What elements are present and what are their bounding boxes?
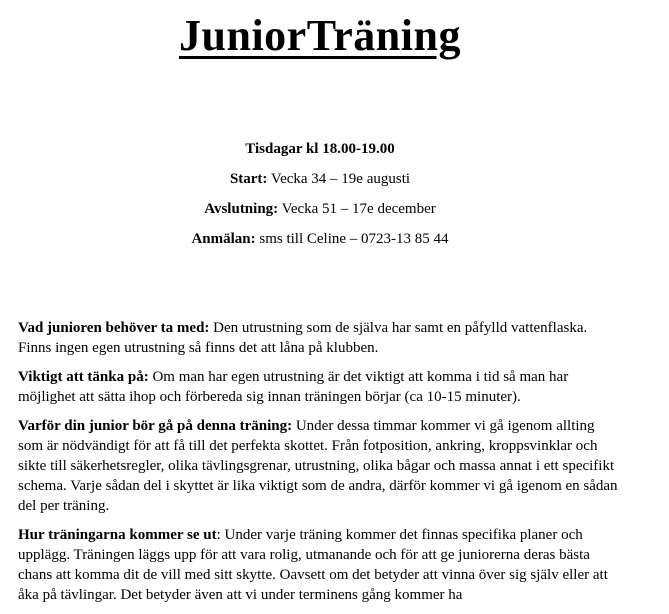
paragraph-what-to-bring xyxy=(18,318,618,358)
schedule-start-label: Start: xyxy=(229,171,268,187)
paragraph-text: Under dessa timmar kommer vi gå igenom allting som är nödvändigt för att få till det perfekta skottet. Från fotposition, ankring, kroppsvinklar och sikte till säkerhetsregler, olika tävlingsgrenar, utrustning, olika bågar och massa annat i ett specifikt schema. Varje sådan del i skyttet är lika viktigt som de andra, därför kommer vi gå igenom en sådan del per träning. xyxy=(18,418,618,514)
schedule-block xyxy=(0,138,640,258)
paragraph-text: : Under varje träning kommer det finnas specifika planer och upplägg. Träningen läggs upp för att vara rolig, utmanande och för att ge juniorerna deras bästa chans att komma dit de vill med sitt skytte. Oavsett om det betyder att vinna över sig själv eller att åka på tävlingar. Det betyder även att vi under terminens gång kommer ha xyxy=(18,527,608,603)
document-title: JuniorTräning xyxy=(179,11,461,60)
paragraph-why-attend xyxy=(18,416,618,516)
body-text xyxy=(18,318,618,614)
schedule-days xyxy=(0,138,640,168)
schedule-end xyxy=(0,198,640,228)
schedule-start xyxy=(0,168,640,198)
schedule-signup xyxy=(0,228,640,258)
paragraph-text: Den utrustning som de själva har samt en påfylld vattenflaska. Finns ingen egen utrustning så finns det att låna på klubben. xyxy=(18,320,588,356)
schedule-start-value: Vecka 34 – 19e augusti xyxy=(267,171,411,187)
schedule-end-value: Vecka 51 – 17e december xyxy=(278,201,436,217)
paragraph-session-format xyxy=(18,525,618,605)
schedule-end-label: Avslutning: xyxy=(204,201,279,217)
schedule-signup-label: Anmälan: xyxy=(191,231,256,247)
paragraph-important xyxy=(18,367,618,407)
paragraph-heading: Varför din junior bör gå på denna träning: xyxy=(18,418,293,434)
paragraph-heading: Vad junioren behöver ta med: xyxy=(18,320,210,336)
paragraph-heading: Hur träningarna kommer se ut xyxy=(18,527,217,543)
paragraph-heading: Viktigt att tänka på: xyxy=(18,369,149,385)
schedule-days-text: Tisdagar kl 18.00-19.00 xyxy=(245,141,395,157)
paragraph-text: Om man har egen utrustning är det viktigt att komma i tid så man har möjlighet att sätta ihop och förbereda sig innan träningen börjar (ca 10-15 minuter). xyxy=(18,369,569,405)
schedule-signup-value: sms till Celine – 0723-13 85 44 xyxy=(255,231,449,247)
